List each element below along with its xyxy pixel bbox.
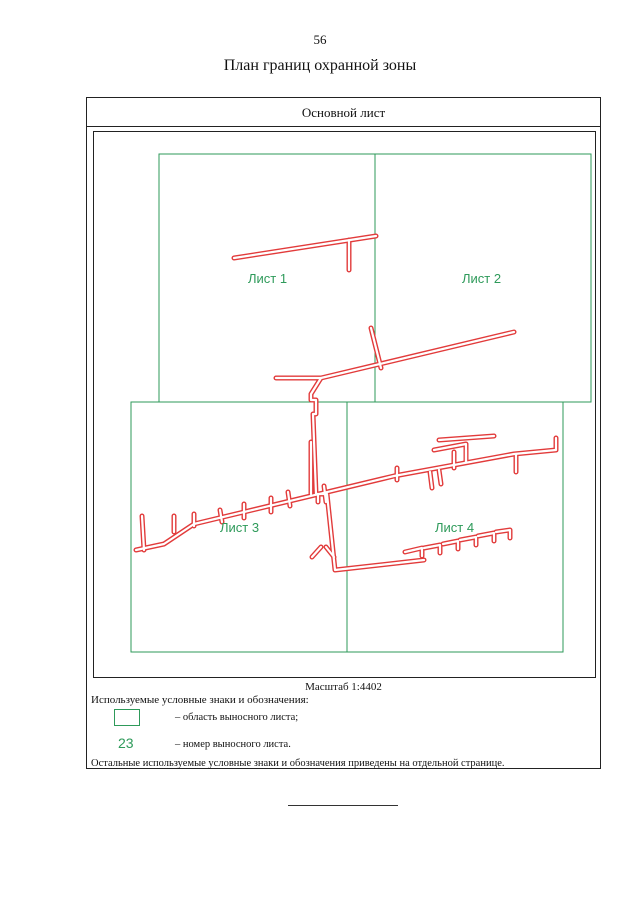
bottom-divider (288, 805, 398, 806)
zone-network (136, 236, 556, 570)
legend-area-text: – область выносного листа; (175, 712, 299, 723)
sheet-2-label[interactable]: Лист 2 (462, 271, 502, 286)
sheet-4-label[interactable]: Лист 4 (435, 520, 475, 535)
sheet-1-label[interactable]: Лист 1 (248, 271, 288, 286)
sheet-3-label[interactable]: Лист 3 (220, 520, 260, 535)
legend-number-sample: 23 (118, 735, 134, 751)
protection-zone-map (94, 132, 597, 679)
legend-number-text: – номер выносного листа. (175, 739, 291, 750)
sheet-title: Основной лист (87, 98, 600, 127)
page-title: План границ охранной зоны (223, 57, 417, 74)
legend-heading: Используемые условные знаки и обозначения: (91, 694, 309, 706)
green-rectangle-icon (114, 709, 140, 726)
legend-footer: Остальные используемые условные знаки и обозначения приведены на отдельной странице. (91, 758, 505, 769)
page-number: 56 (313, 32, 327, 47)
main-sheet-frame (86, 97, 601, 769)
map-scale: Масштаб 1:4402 (305, 681, 382, 693)
map-area (93, 131, 596, 678)
